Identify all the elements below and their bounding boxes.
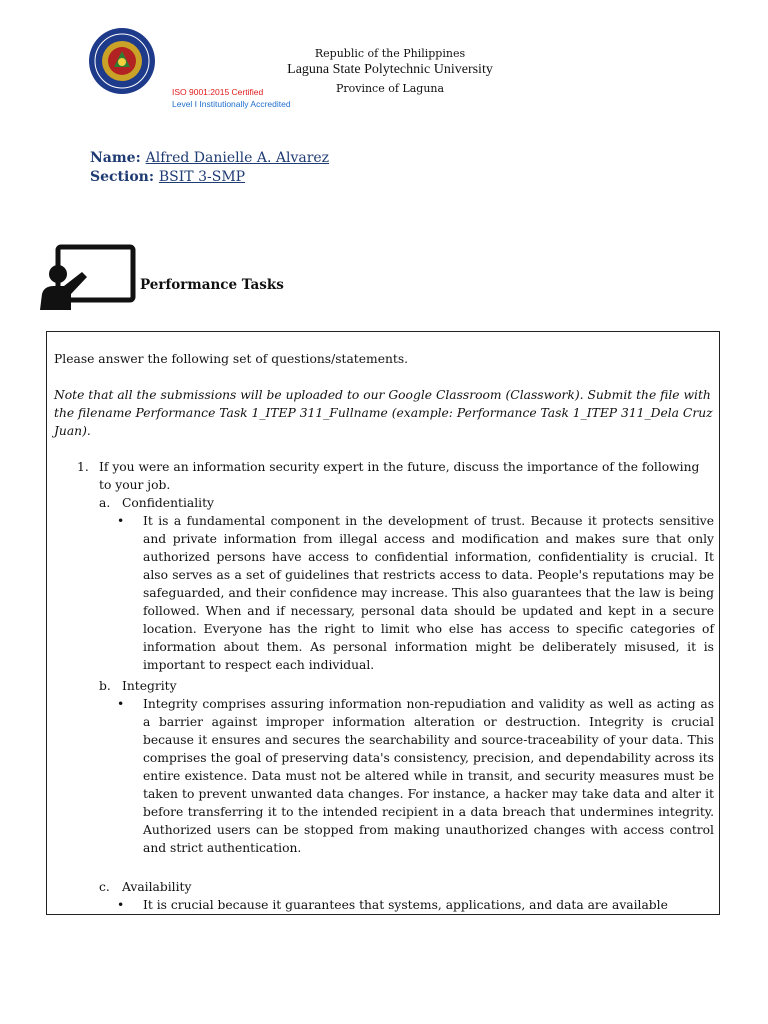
answer-availability bbox=[117, 896, 714, 914]
sub-item-letter: b. bbox=[99, 679, 111, 693]
section-field bbox=[90, 169, 245, 185]
question-number: 1. bbox=[77, 460, 89, 474]
answer-text: Integrity comprises assuring information non-repudiation and validity as well as acting as a barrier against improper information alteration or destruction. Integrity is crucial because it ensures and secures the searchability and source-traceability of your data. This comprises the goal of preserving data's consistency, precision, and dependability across its entire existence. Data must not be altered while in transit, and security measures must be taken to prevent unwanted data changes. For instance, a hacker may take data and alter it before transferring it to the intended recipient in a data breach that undermines integrity. Authorized users can be stopped from making unauthorized changes with access control and strict authentication. bbox=[143, 697, 714, 855]
sub-item-label: Confidentiality bbox=[122, 496, 214, 510]
name-label: Name: bbox=[90, 150, 141, 166]
name-value: Alfred Danielle A. Alvarez bbox=[145, 150, 330, 166]
iso-certification: ISO 9001:2015 Certified bbox=[172, 87, 264, 97]
sub-item-availability bbox=[99, 878, 191, 896]
sub-item-label: Availability bbox=[122, 880, 192, 894]
answer-text: It is a fundamental component in the development of trust. Because it protects sensitive and private information from illegal access and modification and makes sure that only authorized persons have access to confidential information, confidentiality is crucial. It also serves as a set of guidelines that restricts access to data. People's reputations may be safeguarded, and their confidence may increase. This also guarantees that the law is being followed. When and if necessary, personal data should be updated and kept in a secure location. Everyone has the right to limit who else has access to specific categories of information about them. As personal information might be deliberately misused, it is important to respect each individual. bbox=[143, 514, 714, 672]
accreditation-text: Level I Institutionally Accredited bbox=[172, 99, 291, 109]
sub-item-label: Integrity bbox=[122, 679, 177, 693]
answer-text: It is crucial because it guarantees that systems, applications, and data are available bbox=[143, 898, 668, 912]
presentation-icon bbox=[38, 244, 138, 314]
name-field bbox=[90, 150, 329, 166]
answer-confidentiality bbox=[117, 512, 714, 674]
sub-item-integrity bbox=[99, 677, 177, 695]
section-value: BSIT 3-SMP bbox=[158, 169, 246, 185]
question-text: If you were an information security expert in the future, discuss the importance of the following to your job. bbox=[99, 460, 700, 492]
question-1 bbox=[77, 458, 715, 494]
province-heading: Province of Laguna bbox=[335, 82, 445, 95]
answer-integrity bbox=[117, 695, 714, 857]
university-seal-logo bbox=[88, 27, 156, 95]
bullet-marker: • bbox=[117, 898, 125, 912]
sub-item-letter: a. bbox=[99, 496, 111, 510]
submission-note: Note that all the submissions will be uploaded to our Google Classroom (Classwork). Submit the file with the filename Performance Task 1_ITEP 311_Fullname (example: Performance Task 1_ITEP 311_Dela Cruz Juan). bbox=[54, 388, 713, 438]
performance-tasks-title: Performance Tasks bbox=[140, 277, 284, 293]
task-content-box bbox=[46, 331, 720, 915]
bullet-marker: • bbox=[117, 514, 125, 528]
instructions-text: Please answer the following set of questions/statements. bbox=[54, 352, 409, 366]
university-name: Laguna State Polytechnic University bbox=[287, 62, 493, 77]
sub-item-confidentiality bbox=[99, 494, 214, 512]
sub-item-letter: c. bbox=[99, 880, 110, 894]
bullet-marker: • bbox=[117, 697, 125, 711]
republic-heading: Republic of the Philippines bbox=[314, 47, 466, 60]
section-label: Section: bbox=[90, 169, 155, 185]
